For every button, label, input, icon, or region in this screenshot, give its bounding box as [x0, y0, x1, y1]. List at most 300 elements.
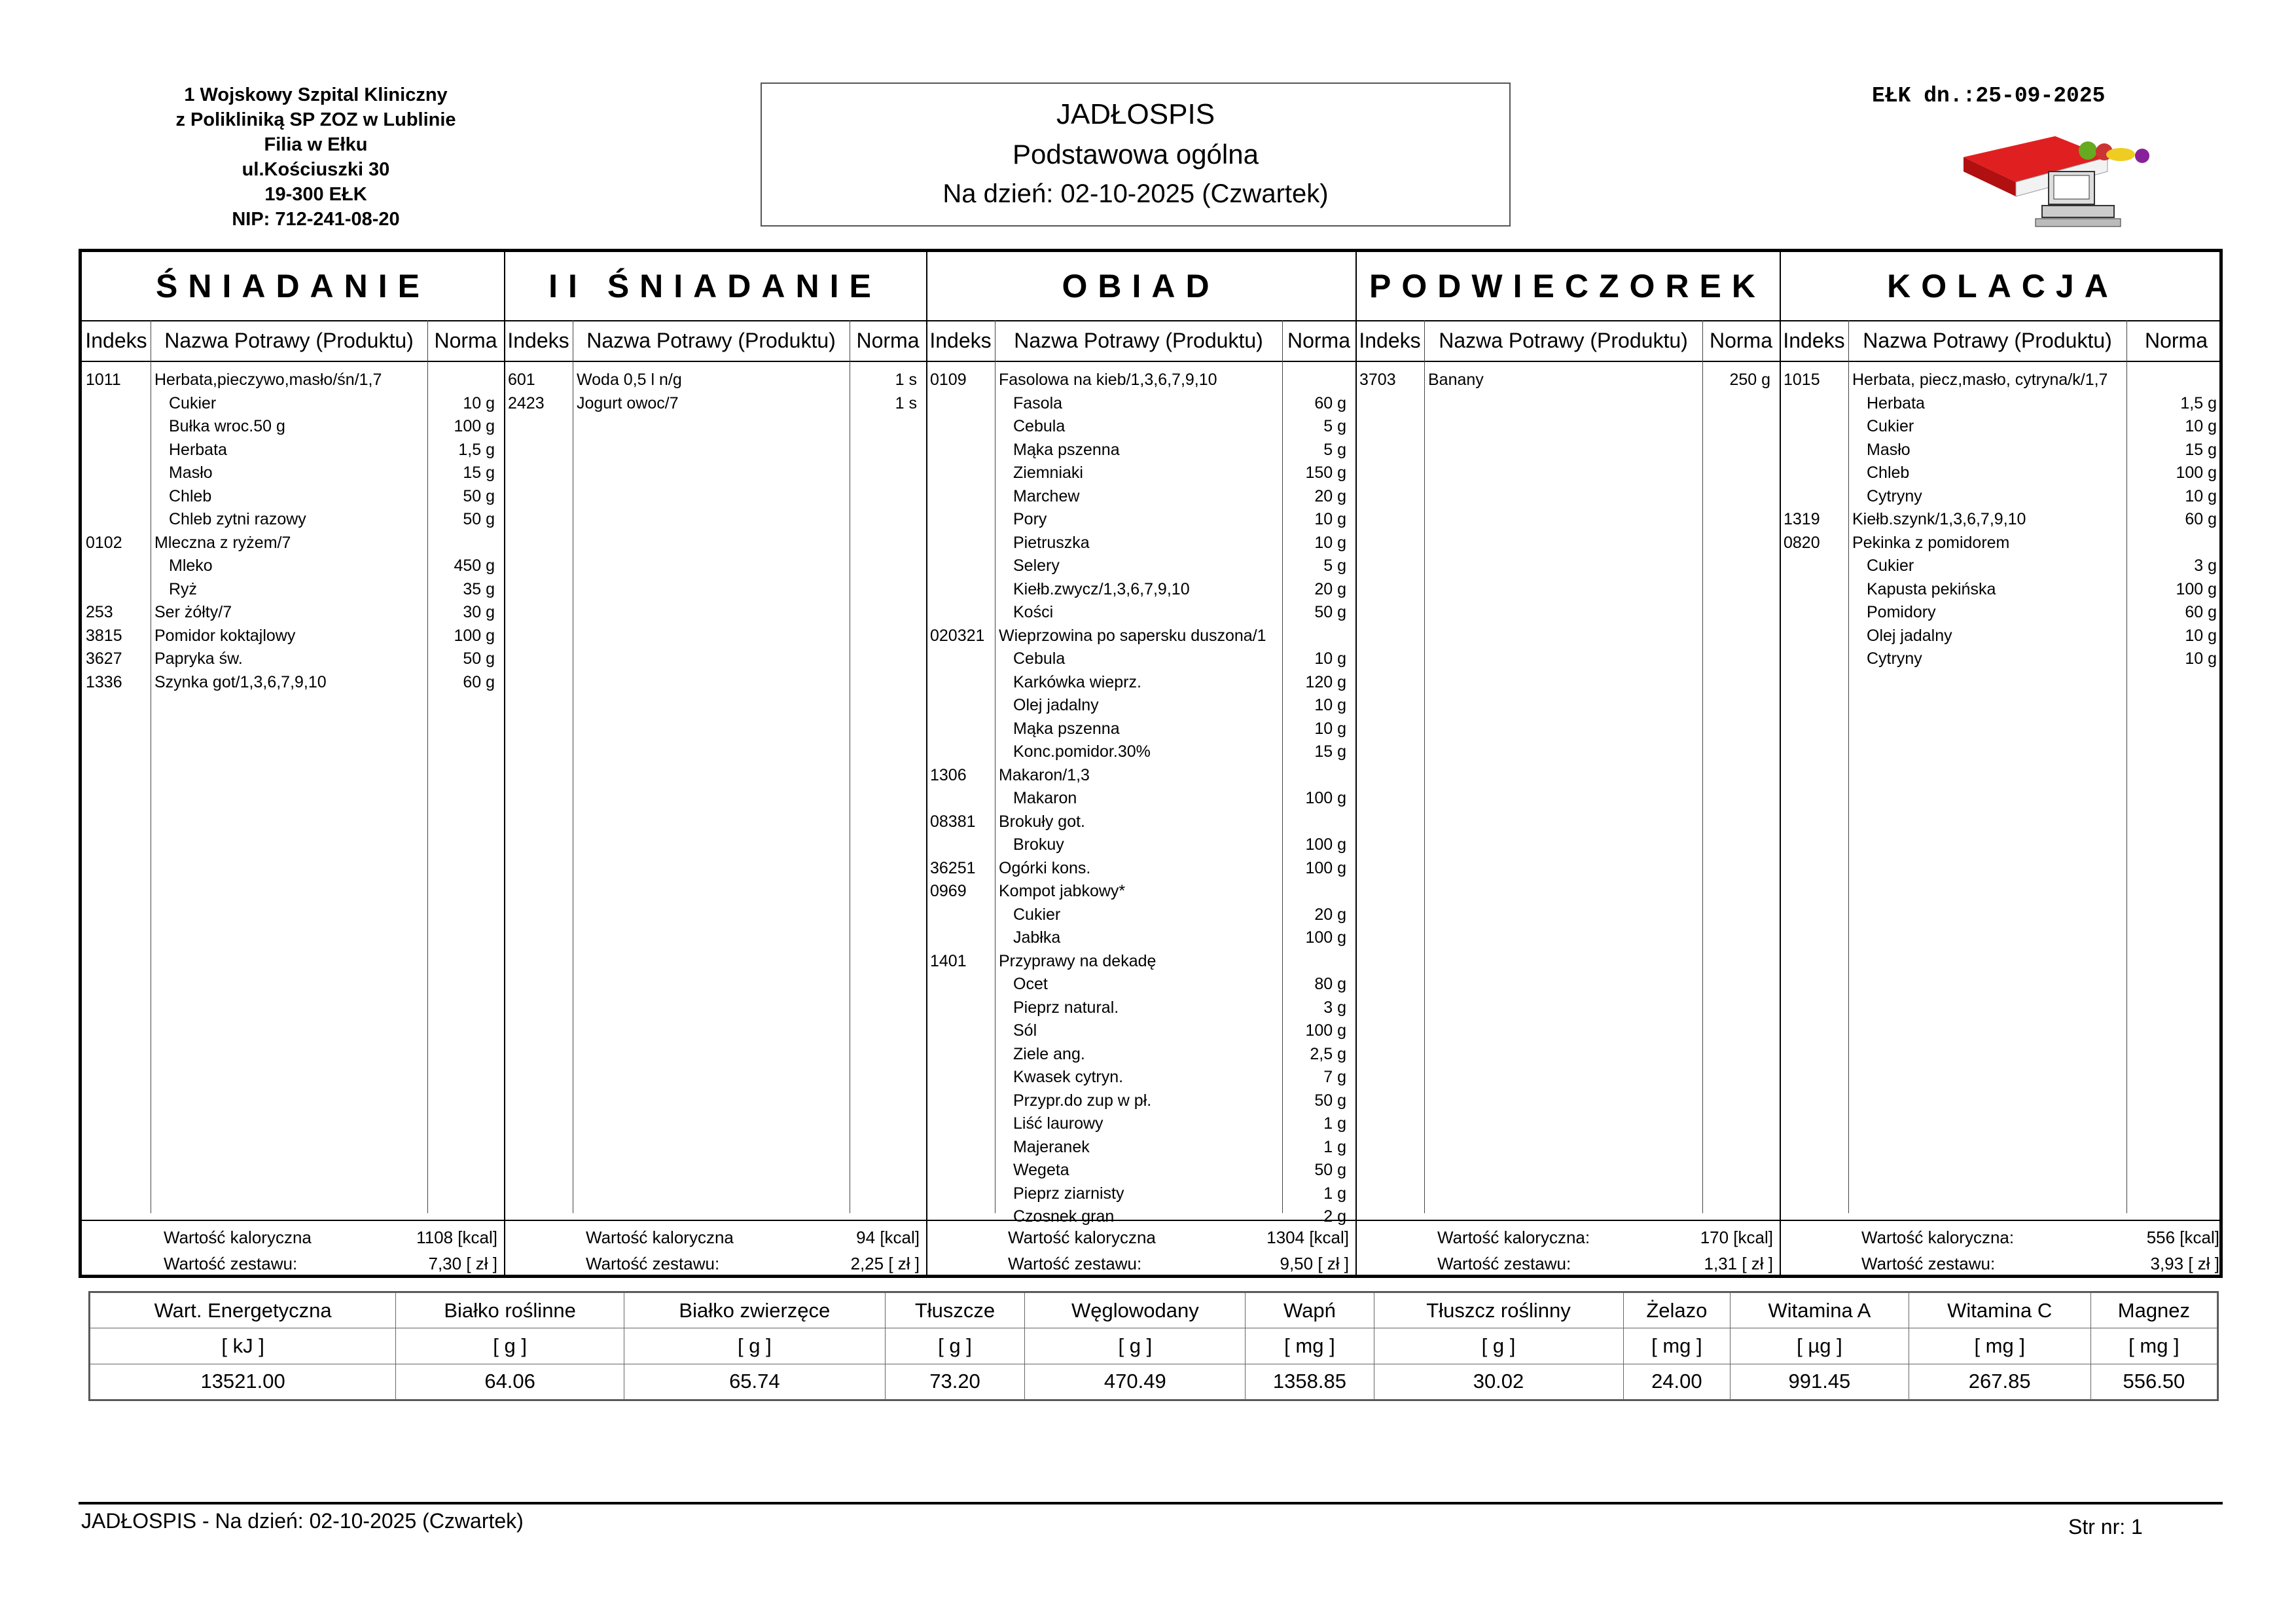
item-name: Bułka wroc.50 g	[169, 417, 285, 435]
item-name: Marchew	[1013, 486, 1080, 505]
hospital-line: 19-300 EŁK	[264, 184, 367, 205]
item-index	[930, 973, 992, 996]
nutrient-name: Białko zwierzęce	[624, 1293, 886, 1328]
calorie-value: 94 [kcal]	[856, 1228, 920, 1247]
item-name: Cytryny	[1867, 486, 1922, 505]
nutrient-unit: [ mg ]	[1909, 1328, 2090, 1364]
meal-title: ŚNIADANIE	[155, 268, 431, 304]
item-name: Jogurt owoc/7	[577, 393, 679, 412]
item-norm: 15 g	[1314, 742, 1346, 761]
item-name: Masło	[1867, 440, 1910, 459]
item-index: 1319	[1784, 510, 1820, 528]
item-index: 601	[508, 371, 535, 389]
item-index	[930, 1112, 992, 1135]
cost-value: 2,25 [ zł ]	[850, 1254, 920, 1273]
item-norm: 20 g	[1314, 486, 1346, 505]
item-name: Liść laurowy	[1013, 1114, 1103, 1133]
item-norm	[427, 532, 495, 555]
item-index	[930, 578, 992, 601]
nutrient-unit: [ g ]	[1374, 1328, 1623, 1364]
item-norm: 50 g	[1314, 603, 1346, 621]
nutrient-value: 64.06	[396, 1364, 624, 1399]
item-index	[86, 392, 148, 415]
item-norm: 1 s	[895, 371, 917, 389]
item-index	[930, 718, 992, 740]
meal-title: PODWIECZOREK	[1369, 268, 1766, 304]
nutrient-value: 556.50	[2090, 1364, 2217, 1399]
item-norm: 60 g	[2185, 603, 2217, 621]
item-norm: 2,5 g	[1310, 1044, 1346, 1063]
hospital-line: 1 Wojskowy Szpital Kliniczny	[184, 84, 448, 105]
item-name: Wegeta	[1013, 1161, 1069, 1179]
nutrient-value: 24.00	[1623, 1364, 1731, 1399]
item-norm: 1 g	[1323, 1184, 1346, 1203]
item-name: Pieprz natural.	[1013, 998, 1119, 1017]
item-norm: 10 g	[1314, 533, 1346, 552]
column-header-index: Indeks	[507, 329, 569, 352]
item-norm: 2 g	[1323, 1207, 1346, 1226]
column-header-index: Indeks	[1783, 329, 1845, 352]
nutrition-value-row	[90, 1364, 2217, 1399]
calorie-label: Wartość kaloryczna	[586, 1228, 734, 1247]
item-norm: 50 g	[1314, 1091, 1346, 1110]
item-name: Brokuy	[1013, 835, 1064, 854]
item-name: Selery	[1013, 556, 1060, 575]
item-index	[930, 601, 992, 624]
item-norm: 7 g	[1323, 1068, 1346, 1086]
item-name: Mąka pszenna	[1013, 719, 1120, 738]
nutrient-value: 991.45	[1731, 1364, 1909, 1399]
column-header-norm: Norma	[2144, 329, 2208, 352]
item-name: Mleko	[169, 556, 213, 575]
item-index	[930, 903, 992, 926]
item-norm: 1,5 g	[2180, 393, 2217, 412]
calorie-value: 170 [kcal]	[1700, 1228, 1773, 1247]
item-index: 08381	[930, 812, 976, 831]
cost-value: 9,50 [ zł ]	[1280, 1254, 1349, 1273]
item-index	[930, 1066, 992, 1089]
calorie-label: Wartość kaloryczna:	[1437, 1228, 1590, 1247]
item-name: Herbata	[1867, 393, 1925, 412]
nutrient-value: 470.49	[1025, 1364, 1246, 1399]
item-norm: 1 s	[895, 393, 917, 412]
item-norm: 3 g	[2194, 556, 2217, 575]
hospital-line: Filia w Ełku	[264, 134, 368, 155]
item-norm: 30 g	[463, 603, 495, 621]
cost-label: Wartość zestawu:	[1861, 1254, 1996, 1273]
item-norm: 10 g	[2185, 649, 2217, 668]
item-norm: 100 g	[2176, 464, 2217, 482]
item-name: Mleczna z ryżem/7	[154, 533, 291, 552]
item-norm	[2126, 369, 2217, 392]
item-norm: 100 g	[1305, 1021, 1346, 1040]
item-name: Chleb zytni razowy	[169, 510, 306, 528]
item-name: Olej jadalny	[1013, 696, 1099, 714]
item-norm	[427, 369, 495, 392]
item-name: Cukier	[1013, 905, 1061, 924]
item-index	[930, 1136, 992, 1159]
hospital-line: z Polikliniką SP ZOZ w Lublinie	[175, 109, 456, 130]
column-divider	[1424, 320, 1425, 1213]
item-norm	[1282, 811, 1346, 833]
item-norm: 50 g	[1314, 1161, 1346, 1179]
nutrient-unit: [ g ]	[885, 1328, 1025, 1364]
item-name: Kości	[1013, 603, 1054, 621]
item-norm: 1 g	[1323, 1114, 1346, 1133]
item-name: Ryż	[169, 579, 198, 598]
item-index	[1784, 601, 1846, 624]
nutrient-name: Żelazo	[1623, 1293, 1731, 1328]
item-name: Szynka got/1,3,6,7,9,10	[154, 672, 327, 691]
item-index	[1784, 647, 1846, 670]
nutrition-header-row	[90, 1293, 2217, 1328]
item-name: Kiełb.szynk/1,3,6,7,9,10	[1852, 510, 2026, 528]
nutrition-unit-row	[90, 1328, 2217, 1364]
nutrient-unit: [ µg ]	[1731, 1328, 1909, 1364]
item-name: Banany	[1428, 371, 1484, 389]
item-index	[930, 1182, 992, 1205]
item-norm: 10 g	[463, 393, 495, 412]
item-name: Herbata, piecz,masło, cytryna/k/1,7	[1852, 371, 2108, 389]
item-name: Przyprawy na dekadę	[999, 951, 1157, 970]
item-index	[930, 1159, 992, 1182]
item-name: Papryka św.	[154, 649, 243, 668]
item-index	[930, 1205, 992, 1228]
item-norm: 10 g	[1314, 649, 1346, 668]
item-norm: 3 g	[1323, 998, 1346, 1017]
item-norm: 60 g	[463, 672, 495, 691]
nutrient-value: 13521.00	[90, 1364, 396, 1399]
column-header-name: Nazwa Potrawy (Produktu)	[1863, 329, 2112, 352]
column-header-divider	[82, 361, 2219, 362]
nutrition-summary	[88, 1291, 2219, 1401]
item-index: 1401	[930, 951, 967, 970]
meal-title: II ŚNIADANIE	[548, 268, 882, 304]
item-name: Olej jadalny	[1867, 626, 1952, 645]
item-index: 1336	[86, 672, 122, 691]
nutrient-name: Tłuszcze	[885, 1293, 1025, 1328]
item-name: Karkówka wieprz.	[1013, 672, 1141, 691]
nutrient-unit: [ g ]	[1025, 1328, 1246, 1364]
item-name: Herbata	[169, 440, 227, 459]
book-fruit-computer-icon	[1957, 131, 2173, 229]
item-name: Masło	[169, 464, 213, 482]
item-index: 2423	[508, 393, 545, 412]
item-norm: 15 g	[2185, 440, 2217, 459]
item-name: Wieprzowina po sapersku duszona/1	[999, 626, 1266, 645]
item-name: Herbata,pieczywo,masło/śn/1,7	[154, 371, 382, 389]
item-name: Pekinka z pomidorem	[1852, 533, 2010, 552]
item-name: Cukier	[169, 393, 217, 412]
cost-value: 1,31 [ zł ]	[1704, 1254, 1773, 1273]
item-index: 0969	[930, 882, 967, 900]
meal-divider	[504, 252, 505, 1275]
item-name: Kiełb.zwycz/1,3,6,7,9,10	[1013, 579, 1190, 598]
item-name: Kompot jabkowy*	[999, 882, 1126, 900]
item-norm: 100 g	[1305, 789, 1346, 807]
item-norm: 1 g	[1323, 1137, 1346, 1156]
item-norm: 20 g	[1314, 579, 1346, 598]
item-index	[930, 485, 992, 508]
item-norm: 150 g	[1305, 464, 1346, 482]
item-name: Pietruszka	[1013, 533, 1090, 552]
nutrient-name: Witamina C	[1909, 1293, 2090, 1328]
item-index	[86, 508, 148, 531]
cost-label: Wartość zestawu:	[1437, 1254, 1571, 1273]
item-index	[1784, 625, 1846, 647]
nutrient-value: 1358.85	[1246, 1364, 1374, 1399]
item-norm: 15 g	[463, 464, 495, 482]
item-index: 3703	[1359, 371, 1396, 389]
item-name: Kapusta pekińska	[1867, 579, 1996, 598]
item-name: Mąka pszenna	[1013, 440, 1120, 459]
item-index: 020321	[930, 626, 985, 645]
item-index	[1784, 462, 1846, 484]
item-norm: 250 g	[1729, 371, 1770, 389]
item-index	[930, 671, 992, 694]
item-index: 36251	[930, 858, 976, 877]
item-name: Pomidory	[1867, 603, 1936, 621]
item-index	[1784, 485, 1846, 508]
nutrient-name: Wapń	[1246, 1293, 1374, 1328]
column-header-index: Indeks	[929, 329, 992, 352]
column-header-name: Nazwa Potrawy (Produktu)	[1014, 329, 1263, 352]
column-header-name: Nazwa Potrawy (Produktu)	[586, 329, 836, 352]
item-index	[930, 555, 992, 577]
item-index: 1011	[86, 371, 121, 389]
item-index	[1784, 392, 1846, 415]
item-norm: 100 g	[1305, 858, 1346, 877]
hospital-line: ul.Kościuszki 30	[242, 159, 390, 180]
item-index: 1306	[930, 765, 967, 784]
item-norm: 10 g	[1314, 510, 1346, 528]
item-name: Konc.pomidor.30%	[1013, 742, 1151, 761]
item-norm: 120 g	[1305, 672, 1346, 691]
calorie-label: Wartość kaloryczna	[164, 1228, 312, 1247]
item-index: 3815	[86, 626, 122, 645]
item-name: Makaron/1,3	[999, 765, 1090, 784]
nutrient-name: Białko roślinne	[396, 1293, 624, 1328]
column-header-norm: Norma	[1709, 329, 1772, 352]
item-index	[930, 415, 992, 438]
item-index: 3627	[86, 649, 122, 668]
item-norm: 450 g	[454, 556, 495, 575]
item-index	[930, 439, 992, 462]
item-norm: 5 g	[1323, 556, 1346, 575]
item-name: Cebula	[1013, 417, 1066, 435]
item-norm: 10 g	[2185, 417, 2217, 435]
item-index	[930, 462, 992, 484]
nutrient-unit: [ g ]	[624, 1328, 886, 1364]
column-header-name: Nazwa Potrawy (Produktu)	[1439, 329, 1688, 352]
item-name: Jabłka	[1013, 928, 1061, 947]
item-name: Cytryny	[1867, 649, 1922, 668]
meal-title: KOLACJA	[1887, 268, 2119, 304]
item-index	[86, 439, 148, 462]
item-name: Pieprz ziarnisty	[1013, 1184, 1124, 1203]
item-index	[930, 926, 992, 949]
item-index: 0820	[1784, 533, 1820, 552]
item-name: Makaron	[1013, 789, 1077, 807]
item-index	[1784, 555, 1846, 577]
item-index	[1784, 415, 1846, 438]
item-norm	[1282, 625, 1346, 647]
item-index	[930, 647, 992, 670]
item-name: Sól	[1013, 1021, 1037, 1040]
item-index	[1784, 439, 1846, 462]
cost-label: Wartość zestawu:	[1008, 1254, 1142, 1273]
item-norm: 100 g	[2176, 579, 2217, 598]
cost-value: 7,30 [ zł ]	[428, 1254, 497, 1273]
item-norm: 10 g	[1314, 719, 1346, 738]
item-norm	[1282, 764, 1346, 787]
item-name: Cukier	[1867, 417, 1914, 435]
item-index	[930, 787, 992, 810]
nutrition-table	[90, 1292, 2217, 1400]
item-name: Przypr.do zup w pł.	[1013, 1091, 1152, 1110]
item-index	[930, 1089, 992, 1112]
item-name: Ziemniaki	[1013, 464, 1083, 482]
page-number: Str nr: 1	[2068, 1515, 2143, 1539]
item-name: Pory	[1013, 510, 1047, 528]
item-index	[86, 485, 148, 508]
item-index	[930, 740, 992, 763]
issue-date-stamp: EŁK dn.:25-09-2025	[1872, 84, 2106, 108]
cost-value: 3,93 [ zł ]	[2150, 1254, 2219, 1273]
menu-table	[79, 249, 2223, 1278]
column-header-index: Indeks	[1359, 329, 1421, 352]
item-index	[86, 415, 148, 438]
item-name: Ocet	[1013, 975, 1048, 993]
item-index	[930, 694, 992, 717]
footer-rule	[79, 1502, 2223, 1504]
nutrient-name: Magnez	[2090, 1293, 2217, 1328]
menu-date: Na dzień: 02-10-2025 (Czwartek)	[942, 179, 1329, 208]
item-name: Fasola	[1013, 393, 1063, 412]
nutrient-value: 73.20	[885, 1364, 1025, 1399]
column-header-norm: Norma	[434, 329, 497, 352]
diet-type: Podstawowa ogólna	[1013, 139, 1259, 170]
item-norm: 60 g	[2185, 510, 2217, 528]
nutrient-unit: [ mg ]	[1623, 1328, 1731, 1364]
item-index	[86, 462, 148, 484]
hospital-address	[111, 82, 520, 232]
item-index	[930, 1019, 992, 1042]
item-index: 253	[86, 603, 113, 621]
item-index	[930, 392, 992, 415]
calorie-value: 1108 [kcal]	[416, 1228, 497, 1247]
item-name: Chleb	[1867, 464, 1910, 482]
meal-divider	[1780, 252, 1781, 1275]
column-header-name: Nazwa Potrawy (Produktu)	[164, 329, 414, 352]
item-index: 0109	[930, 371, 967, 389]
item-index	[930, 996, 992, 1019]
item-name: Ser żółty/7	[154, 603, 232, 621]
item-index	[1784, 578, 1846, 601]
item-name: Chleb	[169, 486, 212, 505]
item-index	[86, 578, 148, 601]
cost-label: Wartość zestawu:	[164, 1254, 298, 1273]
column-header-norm: Norma	[1287, 329, 1350, 352]
item-name: Kwasek cytryn.	[1013, 1068, 1124, 1086]
item-index	[930, 532, 992, 555]
nutrient-value: 65.74	[624, 1364, 886, 1399]
footer-title: JADŁOSPIS - Na dzień: 02-10-2025 (Czwartek)	[81, 1509, 524, 1533]
item-norm: 100 g	[1305, 928, 1346, 947]
item-norm	[1282, 369, 1346, 392]
document-title: JADŁOSPIS	[1056, 98, 1215, 130]
item-norm: 50 g	[463, 649, 495, 668]
item-index	[930, 508, 992, 531]
item-norm: 100 g	[454, 417, 495, 435]
item-norm: 100 g	[1305, 835, 1346, 854]
nutrient-unit: [ mg ]	[2090, 1328, 2217, 1364]
item-norm: 10 g	[2185, 486, 2217, 505]
item-index: 1015	[1784, 371, 1820, 389]
nutrient-name: Tłuszcz roślinny	[1374, 1293, 1623, 1328]
item-index: 0102	[86, 533, 122, 552]
column-divider	[1702, 320, 1703, 1213]
item-index	[86, 555, 148, 577]
hospital-line: NIP: 712-241-08-20	[232, 209, 400, 230]
item-name: Ziele ang.	[1013, 1044, 1085, 1063]
item-norm	[1282, 950, 1346, 973]
item-name: Cebula	[1013, 649, 1066, 668]
cost-label: Wartość zestawu:	[586, 1254, 720, 1273]
item-name: Czosnek gran	[1013, 1207, 1115, 1226]
item-norm: 60 g	[1314, 393, 1346, 412]
item-name: Ogórki kons.	[999, 858, 1091, 877]
column-header-norm: Norma	[856, 329, 920, 352]
nutrient-name: Wart. Energetyczna	[90, 1293, 396, 1328]
item-norm: 5 g	[1323, 417, 1346, 435]
meal-title: OBIAD	[1062, 268, 1220, 304]
nutrient-unit: [ kJ ]	[90, 1328, 396, 1364]
item-norm: 50 g	[463, 510, 495, 528]
item-name: Brokuły got.	[999, 812, 1086, 831]
calorie-value: 556 [kcal]	[2146, 1228, 2219, 1247]
nutrient-unit: [ g ]	[396, 1328, 624, 1364]
item-index	[930, 833, 992, 856]
item-norm	[2126, 532, 2217, 555]
item-norm: 80 g	[1314, 975, 1346, 993]
column-header-index: Indeks	[85, 329, 147, 352]
column-divider	[1848, 320, 1849, 1213]
item-norm: 5 g	[1323, 440, 1346, 459]
item-norm	[1282, 880, 1346, 903]
item-norm: 1,5 g	[458, 440, 495, 459]
meal-divider	[926, 252, 927, 1275]
calorie-value: 1304 [kcal]	[1266, 1228, 1349, 1247]
item-name: Majeranek	[1013, 1137, 1090, 1156]
item-norm: 10 g	[1314, 696, 1346, 714]
item-norm: 100 g	[454, 626, 495, 645]
calorie-label: Wartość kaloryczna	[1008, 1228, 1156, 1247]
nutrient-name: Witamina A	[1731, 1293, 1909, 1328]
item-norm: 35 g	[463, 579, 495, 598]
item-name: Cukier	[1867, 556, 1914, 575]
item-index	[930, 1043, 992, 1066]
calorie-label: Wartość kaloryczna:	[1861, 1228, 2015, 1247]
item-norm: 20 g	[1314, 905, 1346, 924]
item-name: Pomidor koktajlowy	[154, 626, 296, 645]
meal-divider	[1355, 252, 1357, 1275]
nutrient-value: 30.02	[1374, 1364, 1623, 1399]
item-norm: 50 g	[463, 486, 495, 505]
item-norm: 10 g	[2185, 626, 2217, 645]
item-name: Fasolowa na kieb/1,3,6,7,9,10	[999, 371, 1217, 389]
title-box	[761, 82, 1511, 227]
